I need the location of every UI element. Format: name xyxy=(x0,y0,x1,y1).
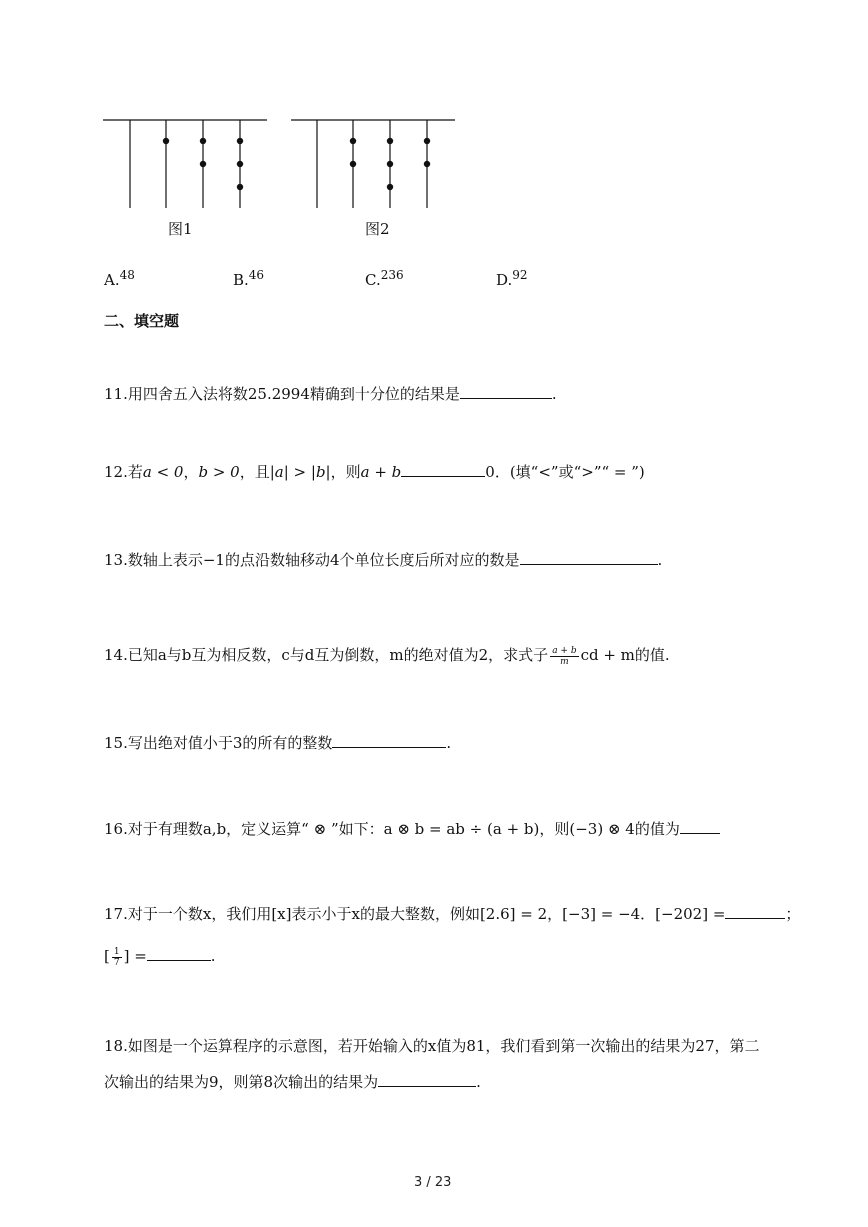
abacus-figure-1 xyxy=(103,120,267,208)
abacus-figures xyxy=(95,110,465,215)
option-d-letter: D. xyxy=(496,271,513,289)
question-12-after: 0．(填“<”或“>”“ = ”) xyxy=(485,463,645,481)
option-d xyxy=(496,265,528,290)
question-17-line-1-end: ； xyxy=(785,905,801,923)
question-14 xyxy=(104,645,670,667)
abacus-1-bead xyxy=(163,138,168,143)
question-12-prefix: 12.若 xyxy=(104,463,143,481)
question-16-text: 16.对于有理数a,b，定义运算“ ⊗ ”如下：a ⊗ b = ab ÷ (a + b)，则(−3) ⊗ 4的值为 xyxy=(104,820,680,838)
question-13-text: 13.数轴上表示−1的点沿数轴移动4个单位长度后所对应的数是 xyxy=(104,551,520,569)
question-17-fraction xyxy=(112,947,122,968)
question-17-text: 17.对于一个数x，我们用[x]表示小于x的最大整数，例如[2.6] = 2，[−3] = −4．[−202] = xyxy=(104,905,726,923)
option-a-letter: A. xyxy=(104,271,120,289)
question-17-line-2-suffix: ] = xyxy=(123,947,147,965)
question-17-fraction-denominator: 7 xyxy=(113,957,120,968)
abacus-2-bead xyxy=(387,138,392,143)
abacus-2-bead xyxy=(424,138,429,143)
question-15-text: 15.写出绝对值小于3的所有的整数 xyxy=(104,734,333,752)
option-c-letter: C. xyxy=(365,271,381,289)
question-14-fraction-denominator: m xyxy=(560,656,569,667)
question-12-sep-3: ，则 xyxy=(330,463,361,481)
abacus-figure-2 xyxy=(291,120,455,208)
abacus-2-bead xyxy=(387,184,392,189)
question-14-part-2: cd + m的值. xyxy=(580,646,670,664)
abacus-2-bead xyxy=(387,161,392,166)
question-15 xyxy=(104,731,451,753)
option-b xyxy=(233,265,264,290)
question-17-line-2 xyxy=(104,944,216,968)
page-number: 3 / 23 xyxy=(414,1175,452,1190)
question-17-line-2-end: . xyxy=(210,947,216,965)
answer-blank-16[interactable] xyxy=(680,817,720,834)
question-17-open-bracket: [ xyxy=(104,947,110,965)
question-14-part-1: 14.已知a与b互为相反数，c与d互为倒数，m的绝对值为2，求式子 xyxy=(104,646,549,664)
question-12-cond-3: |a| > |b| xyxy=(269,463,331,481)
abacus-1-bead xyxy=(237,184,242,189)
answer-blank-18[interactable] xyxy=(378,1070,476,1087)
option-a xyxy=(104,265,135,290)
section-title: 二、填空题 xyxy=(104,312,180,330)
answer-blank-13[interactable] xyxy=(520,548,658,565)
option-c xyxy=(365,265,404,290)
question-12 xyxy=(104,460,645,482)
question-14-fraction xyxy=(550,646,578,667)
abacus-2-bead xyxy=(350,161,355,166)
abacus-1-bead xyxy=(237,161,242,166)
question-13 xyxy=(104,548,662,570)
question-12-expr: a + b xyxy=(360,463,402,481)
question-11-end: . xyxy=(551,385,557,403)
question-18-line-1: 18.如图是一个运算程序的示意图，若开始输入的x值为81，我们看到第一次输出的结果为27，第二 xyxy=(104,1037,760,1055)
question-17-fraction-numerator: 1 xyxy=(113,946,120,957)
abacus-1-bead xyxy=(200,138,205,143)
answer-blank-15[interactable] xyxy=(332,731,446,748)
option-b-value: 46 xyxy=(248,268,265,282)
question-18-end: . xyxy=(476,1073,481,1091)
question-13-end: . xyxy=(657,551,663,569)
question-11 xyxy=(104,382,557,404)
option-a-value: 48 xyxy=(119,268,135,282)
question-15-end: . xyxy=(446,734,452,752)
question-18-line-2 xyxy=(104,1070,481,1092)
answer-blank-11[interactable] xyxy=(460,382,552,399)
option-c-value: 236 xyxy=(380,268,404,282)
abacus-1-bead xyxy=(237,138,242,143)
answer-blank-17a[interactable] xyxy=(725,902,785,919)
figure-1-caption: 图1 xyxy=(168,220,193,238)
answer-blank-12[interactable] xyxy=(401,460,485,477)
question-14-fraction-numerator: a + b xyxy=(552,645,577,656)
abacus-2-bead xyxy=(424,161,429,166)
option-b-letter: B. xyxy=(233,271,249,289)
question-12-sep-2: ，且 xyxy=(239,463,270,481)
answer-blank-17b[interactable] xyxy=(147,944,211,961)
abacus-2-bead xyxy=(350,138,355,143)
question-12-cond-2: b > 0 xyxy=(198,463,240,481)
question-16 xyxy=(104,817,720,839)
abacus-1-bead xyxy=(200,161,205,166)
question-11-text: 11.用四舍五入法将数25.2994精确到十分位的结果是 xyxy=(104,385,460,403)
figure-2-caption: 图2 xyxy=(365,220,390,238)
question-12-sep-1: ， xyxy=(183,463,199,481)
option-d-value: 92 xyxy=(512,268,528,282)
question-12-cond-1: a < 0 xyxy=(142,463,184,481)
question-18-line-2-text: 次输出的结果为9，则第8次输出的结果为 xyxy=(104,1073,379,1091)
question-17-line-1 xyxy=(104,902,800,924)
